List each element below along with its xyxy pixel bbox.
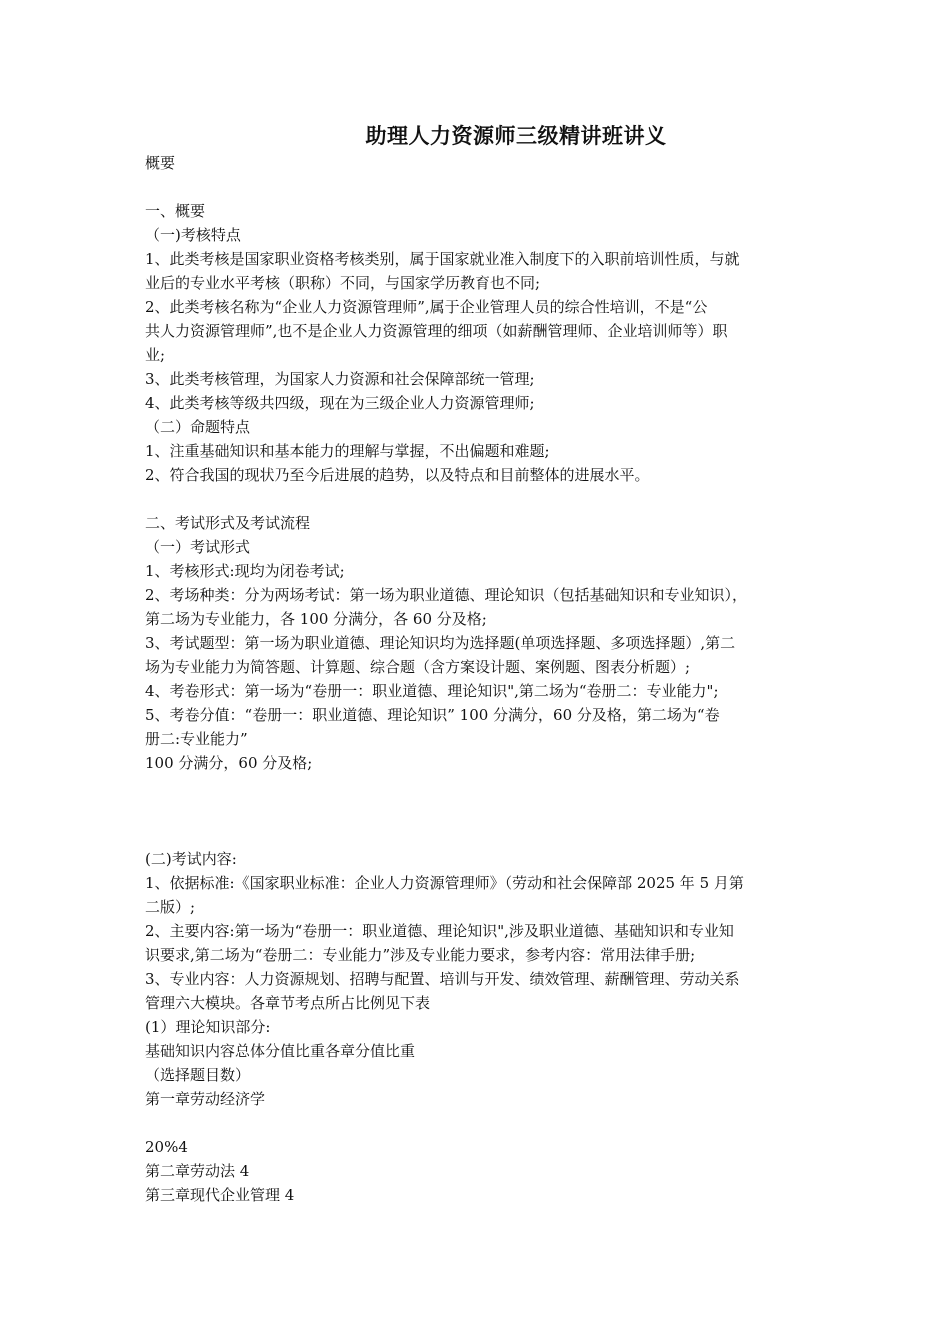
blank-line [145,487,813,511]
text-line: 场为专业能力为简答题、计算题、综合题（含方案设计题、案例题、图表分析题）; [145,658,691,676]
text-line: 第一章劳动经济学 [145,1090,266,1108]
text-line: 4、此类考核等级共四级，现在为三级企业人力资源管理师; [145,394,535,412]
document-body [145,151,813,1207]
text-line: 3、考试题型：第一场为职业道德、理论知识均为选择题(单项选择题、多项选择题）,第二 [145,634,736,652]
blank-line [145,175,813,199]
blank-line [145,823,813,847]
text-line: 4、考卷形式：第一场为“卷册一：职业道德、理论知识",第二场为“卷册二：专业能力"; [145,682,719,700]
text-line: 1、依据标准:《国家职业标准：企业人力资源管理师》（劳动和社会保障部 2025 年 5 月第 [145,874,744,892]
text-line: 第二章劳动法 4 [145,1162,250,1180]
text-line: 2、符合我国的现状乃至今后进展的趋势，以及特点和目前整体的进展水平。 [145,466,650,484]
text-line: 1、考核形式:现均为闭卷考试; [145,562,345,580]
text-line: 2、此类考核名称为“企业人力资源管理师”,属于企业管理人员的综合性培训，不是“公 [145,298,708,316]
text-line: (二)考试内容: [145,850,237,868]
blank-line [145,799,813,823]
text-line: 识要求,第二场为“卷册二：专业能力”涉及专业能力要求，参考内容：常用法律手册; [145,946,696,964]
text-line: 概要 [145,154,176,172]
text-line: （二）命题特点 [145,418,251,436]
text-line: (1）理论知识部分: [145,1018,271,1036]
text-line: 3、此类考核管理，为国家人力资源和社会保障部统一管理; [145,370,535,388]
text-line: 1、此类考核是国家职业资格考核类别，属于国家就业准入制度下的入职前培训性质，与就 [145,250,740,268]
text-line: 基础知识内容总体分值比重各章分值比重 [145,1042,416,1060]
text-line: 共人力资源管理师”,也不是企业人力资源管理的细项（如薪酬管理师、企业培训师等）职 [145,322,728,340]
text-line: 20%4 [145,1138,188,1156]
blank-line [145,775,813,799]
text-line: 一、概要 [145,202,206,220]
text-line: （一）考试形式 [145,538,251,556]
blank-line [145,1111,813,1135]
text-line: 100 分满分，60 分及格; [145,754,313,772]
text-line: 二版）; [145,898,196,916]
text-line: 5、考卷分值：“卷册一：职业道德、理论知识” 100 分满分，60 分及格，第二场为“卷 [145,706,720,724]
text-line: 第三章现代企业管理 4 [145,1186,295,1204]
text-line: 2、考场种类：分为两场考试：第一场为职业道德、理论知识（包括基础知识和专业知识）， [145,586,748,604]
text-line: 2、主要内容:第一场为“卷册一：职业道德、理论知识",涉及职业道德、基础知识和专业知 [145,922,734,940]
text-line: （一)考核特点 [145,226,241,244]
text-line: 业后的专业水平考核（职称）不同，与国家学历教育也不同; [145,274,541,292]
text-line: 管理六大模块。各章节考点所占比例见下表 [145,994,431,1012]
document-title: 助理人力资源师三级精讲班讲义 [365,123,667,148]
text-line: 册二:专业能力” [145,730,248,748]
text-line: 3、专业内容：人力资源规划、招聘与配置、培训与开发、绩效管理、薪酬管理、劳动关系 [145,970,740,988]
text-line: 二、考试形式及考试流程 [145,514,311,532]
text-line: 第二场为专业能力，各 100 分满分，各 60 分及格; [145,610,487,628]
text-line: 业; [145,346,166,364]
text-line: 1、注重基础知识和基本能力的理解与掌握，不出偏题和难题; [145,442,550,460]
text-line: （选择题目数） [145,1066,251,1084]
